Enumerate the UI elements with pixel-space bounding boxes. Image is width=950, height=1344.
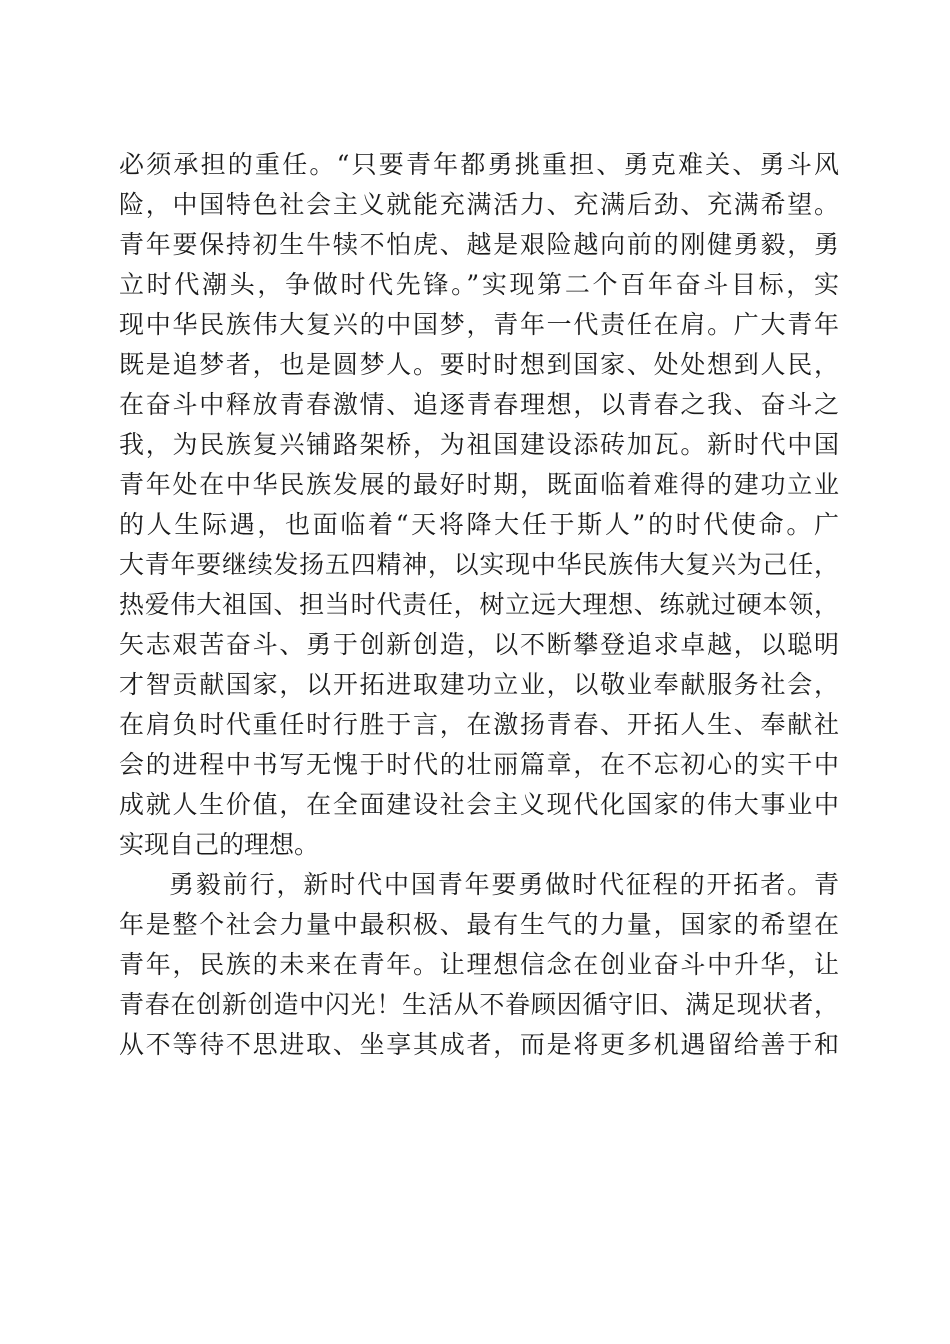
text-line: 现中华民族伟大复兴的中国梦，青年一代责任在肩。广大青年 — [119, 310, 839, 339]
text-line: 年是整个社会力量中最积极、最有生气的力量，国家的希望在 — [119, 910, 839, 939]
text-line: 热爱伟大祖国、担当时代责任，树立远大理想、练就过硬本领， — [119, 590, 839, 619]
text-line: 从不等待不思进取、坐享其成者，而是将更多机遇留给善于和 — [119, 1030, 839, 1059]
text-line: 成就人生价值，在全面建设社会主义现代化国家的伟大事业中 — [119, 790, 839, 819]
text-line: 险，中国特色社会主义就能充满活力、充满后劲、充满希望。 — [119, 190, 839, 219]
text-line: 大青年要继续发扬五四精神，以实现中华民族伟大复兴为己任， — [119, 550, 839, 579]
text-line: 青年，民族的未来在青年。让理想信念在创业奋斗中升华，让 — [119, 950, 839, 979]
body-text — [119, 145, 839, 1065]
text-line: 在奋斗中释放青春激情、追逐青春理想，以青春之我、奋斗之 — [119, 390, 839, 419]
text-line: 青年要保持初生牛犊不怕虎、越是艰险越向前的刚健勇毅，勇 — [119, 230, 839, 259]
text-line: 矢志艰苦奋斗、勇于创新创造，以不断攀登追求卓越，以聪明 — [119, 630, 839, 659]
text-line: 青春在创新创造中闪光！生活从不眷顾因循守旧、满足现状者， — [119, 990, 839, 1019]
text-line: 实现自己的理想。 — [119, 830, 320, 859]
text-line: 在肩负时代重任时行胜于言，在激扬青春、开拓人生、奉献社 — [119, 710, 839, 739]
text-line: 才智贡献国家，以开拓进取建功立业，以敬业奉献服务社会， — [119, 670, 839, 699]
text-line: 青年处在中华民族发展的最好时期，既面临着难得的建功立业 — [119, 470, 839, 499]
text-line: 我，为民族复兴铺路架桥，为祖国建设添砖加瓦。新时代中国 — [119, 430, 839, 459]
text-line: 立时代潮头，争做时代先锋。”实现第二个百年奋斗目标，实 — [119, 270, 839, 299]
text-line: 会的进程中书写无愧于时代的壮丽篇章，在不忘初心的实干中 — [119, 750, 839, 779]
text-line: 的人生际遇，也面临着“天将降大任于斯人”的时代使命。广 — [119, 510, 839, 539]
text-line: 勇毅前行，新时代中国青年要勇做时代征程的开拓者。青 — [169, 870, 839, 899]
text-line: 必须承担的重任。“只要青年都勇挑重担、勇克难关、勇斗风 — [119, 150, 839, 179]
text-line: 既是追梦者，也是圆梦人。要时时想到国家、处处想到人民， — [119, 350, 839, 379]
